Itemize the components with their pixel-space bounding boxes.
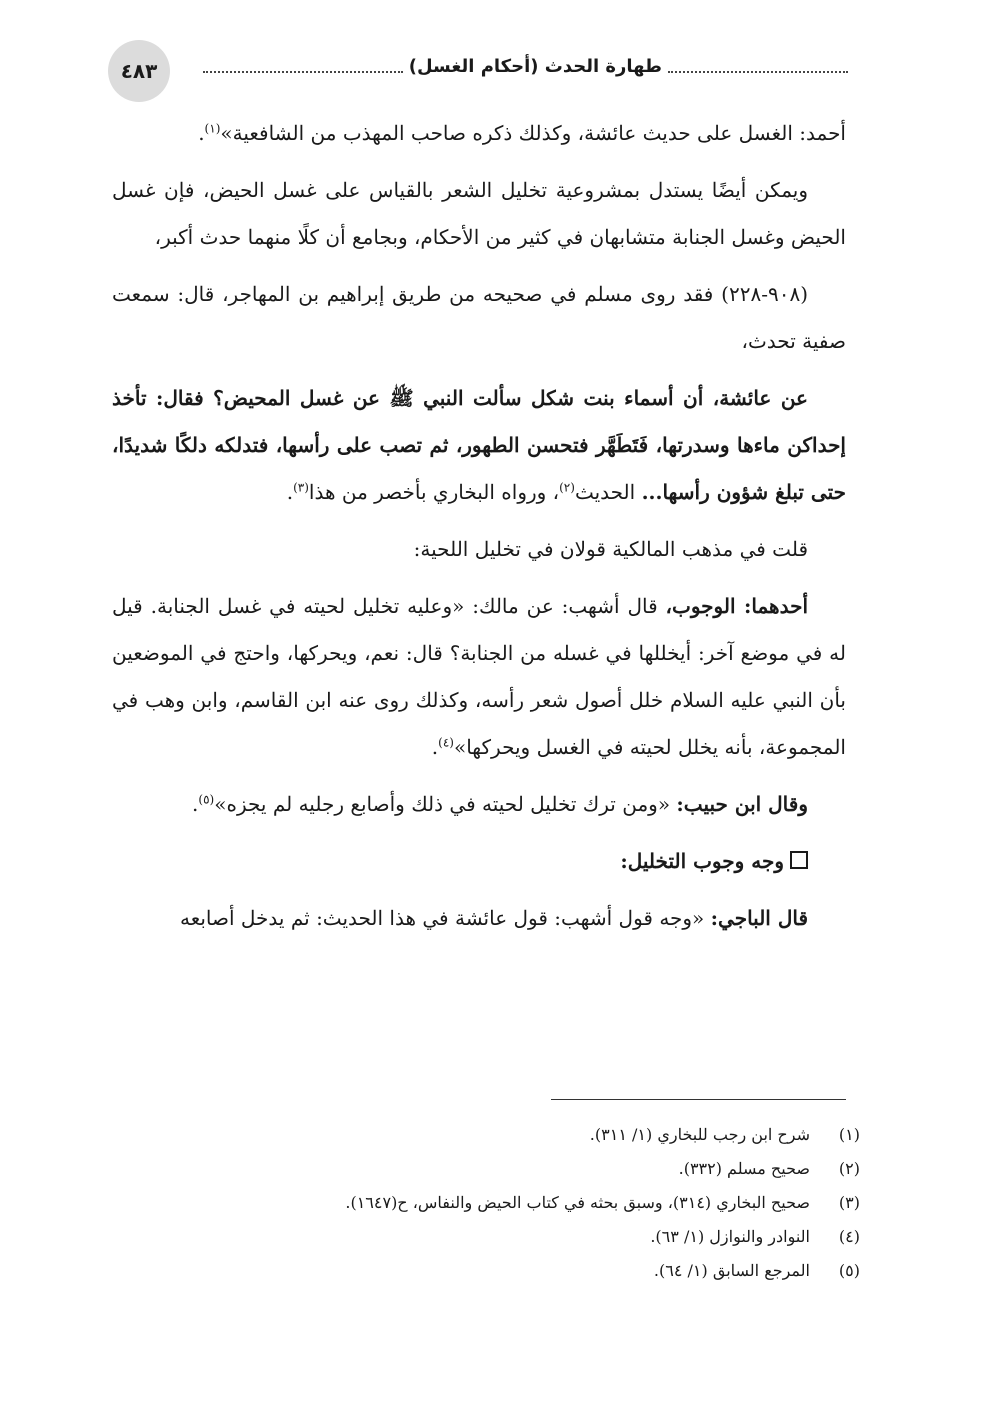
paragraph-6: أحدهما: الوجوب، قال أشهب: عن مالك: «وعليه تخليل لحيته في غسل الجنابة. قيل له في موضع آخر: أيخللها في غسله من الجنابة؟ قال: نعم، ويحركها، واحتج في الموضعين بأن النبي عليه السلام خلل أصول شعر رأسه، وكذلك روى عنه ابن القاسم، وابن وهب في المجموعة، بأنه يخلل لحيته في الغسل ويحركها»$^{(٤)}$. [112, 594, 846, 759]
footnotes [160, 1118, 860, 1288]
paragraph-3: (٩٠٨-٢٢٨) فقد روى مسلم في صحيحه من طريق إبراهيم بن المهاجر، قال: سمعت صفية تحدث، [112, 282, 846, 353]
page-header [108, 40, 848, 100]
footnote-divider [551, 1099, 846, 1100]
page-number: ٤٨٣ [108, 40, 170, 102]
dotted-leader-right [668, 61, 848, 73]
footnote-item: (١) شرح ابن رجب للبخاري (١/ ٣١١). [589, 1125, 860, 1144]
footnote-ref[interactable]: (١) [204, 121, 221, 136]
paragraph-4: عن عائشة، أن أسماء بنت شكل سألت النبي ﷺ عن غسل المحيض؟ فقال: تأخذ إحداكن ماءها وسدرتها، فَتَطَهَّر فتحسن الطهور، ثم تصب على رأسها، فتدلكه دلكًا شديدًا، حتى تبلغ شؤون رأسها... الحديث$^{(٢)}$، ورواه البخاري بأخصر من هذا$^{(٣)}$. [112, 386, 846, 504]
footnote-item: (٢) صحيح مسلم (٣٣٢). [678, 1159, 860, 1178]
square-bullet-icon [790, 851, 808, 869]
paragraph-8: قال الباجي: «وجه قول أشهب: قول عائشة في هذا الحديث: ثم يدخل أصابعه [179, 906, 808, 930]
dotted-leader-left [203, 61, 403, 73]
paragraph-2: ويمكن أيضًا يستدل بمشروعية تخليل الشعر بالقياس على غسل الحيض، فإن غسل الحيض وغسل الجنابة متشابهان في كثير من الأحكام، وبجامع أن كلًا منهما حدث أكبر، [112, 178, 846, 249]
paragraph-1: أحمد: الغسل على حديث عائشة، وكذلك ذكره صاحب المهذب من الشافعية»$^{(١)}$. [198, 121, 846, 145]
section-heading: وجه وجوب التخليل: [112, 838, 846, 885]
footnote-ref[interactable]: (٥) [198, 792, 215, 807]
running-title-row [203, 56, 848, 77]
hadith-text: عن عائشة، أن أسماء بنت شكل سألت النبي ﷺ عن غسل المحيض؟ فقال: تأخذ إحداكن ماءها وسدرتها، فَتَطَهَّر فتحسن الطهور، ثم تصب على رأسها، فتدلكه دلكًا شديدًا، حتى تبلغ شؤون رأسها... [112, 386, 846, 504]
footnote-item: (٤) النوادر والنوازل (١/ ٦٣). [650, 1227, 860, 1246]
footnote-ref[interactable]: (٣) [293, 480, 309, 495]
footnote-item: (٥) المرجع السابق (١/ ٦٤). [653, 1261, 860, 1280]
running-title: طهارة الحدث (أحكام الغسل) [408, 56, 662, 77]
paragraph-5: قلت في مذهب المالكية قولان في تخليل اللحية: [413, 537, 808, 561]
footnote-ref[interactable]: (٤) [438, 735, 454, 750]
paragraph-7: وقال ابن حبيب: «ومن ترك تخليل لحيته في ذلك وأصابع رجليه لم يجزه»$^{(٥)}$. [192, 792, 808, 816]
footnote-ref[interactable]: (٢) [559, 480, 575, 495]
footnote-item: (٣) صحيح البخاري (٣١٤)، وسبق بحثه في كتاب الحيض والنفاس، ح(١٦٤٧). [345, 1193, 860, 1212]
main-text [112, 110, 846, 952]
